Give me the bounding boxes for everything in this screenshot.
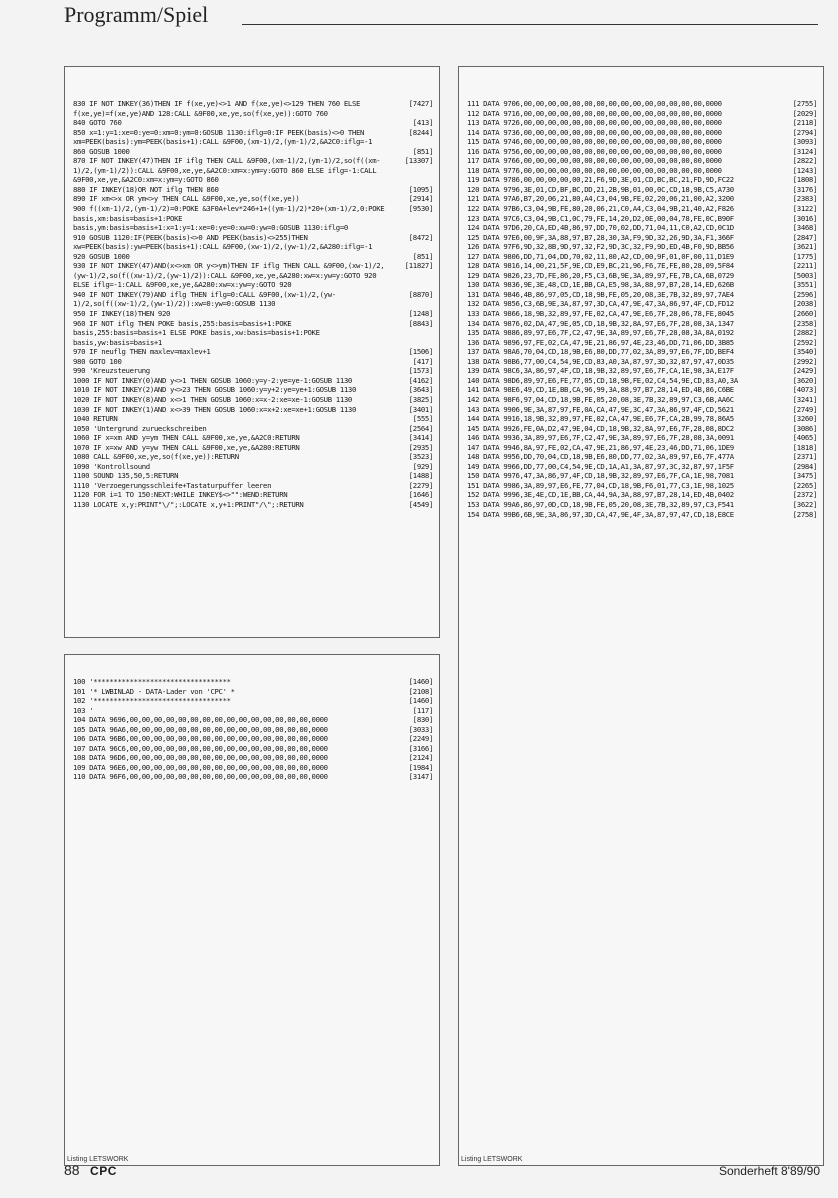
listing-line	[73, 252, 433, 262]
checksum: [1248]	[408, 309, 433, 319]
code-text: 890 IF xm<>x OR ym<>y THEN CALL &9F00,xe,ye,so(f(xe,ye))	[73, 194, 300, 204]
checksum: [2383]	[792, 194, 817, 204]
checksum: [2822]	[792, 156, 817, 166]
code-text: 1000 IF NOT INKEY(0)AND y<>1 THEN GOSUB 1060:y=y-2:ye=ye-1:GOSUB 1130	[73, 375, 352, 385]
listing-line	[467, 443, 817, 453]
listing-line	[73, 118, 433, 128]
checksum: [8472]	[408, 232, 433, 242]
code-text: 148 DATA 9956,DD,70,04,CD,18,9B,E6,80,DD,77,02,3A,89,97,E6,7F,477A	[467, 452, 734, 462]
code-text: 120 DATA 9796,3E,01,CD,BF,BC,DD,21,2B,9B,01,00,0C,CD,18,9B,C5,A730	[467, 184, 734, 194]
checksum: [2660]	[792, 309, 817, 319]
code-text: 950 IF INKEY(18)THEN 920	[73, 309, 171, 319]
code-text: 144 DATA 9916,18,9B,32,89,97,FE,02,CA,47,9E,E6,7F,CA,2B,99,78,86A5	[467, 414, 734, 424]
checksum: [4162]	[408, 375, 433, 385]
checksum: [2914]	[408, 194, 433, 204]
code-text: 124 DATA 97D6,20,CA,ED,4B,86,97,DD,70,02,DD,71,04,11,C0,A2,CD,0C1D	[467, 223, 734, 233]
code-text: 1130 LOCATE x,y:PRINT"\/";:LOCATE x,y+1:PRINT"/\";:RETURN	[73, 499, 304, 509]
listing-left-top	[73, 99, 433, 510]
code-text: 133 DATA 9866,18,9B,32,89,97,FE,02,CA,47,9E,E6,7F,28,06,78,FE,8045	[467, 309, 734, 319]
page-number: 88	[64, 1162, 80, 1178]
listing-line	[73, 744, 433, 754]
listing-line	[467, 118, 817, 128]
magazine-logo: CPC	[90, 1164, 117, 1178]
checksum: [3622]	[792, 499, 817, 509]
checksum: [2279]	[408, 480, 433, 490]
checksum: [5003]	[792, 270, 817, 280]
listing-line	[467, 204, 817, 214]
code-text: 150 DATA 9976,47,3A,86,97,4F,CD,18,9B,32,89,97,E6,7F,CA,1E,98,7081	[467, 471, 734, 481]
listing-line	[73, 424, 433, 434]
listing-line	[467, 376, 817, 386]
code-text: 130 DATA 9836,9E,3E,48,CD,1E,BB,CA,E5,98,3A,88,97,B7,28,14,ED,626B	[467, 280, 734, 290]
checksum: [3468]	[792, 223, 817, 233]
listing-line	[467, 156, 817, 166]
listing-line	[73, 433, 433, 443]
listing-line	[467, 280, 817, 290]
code-text: 940 IF NOT INKEY(79)AND iflg THEN iflg=0:CALL &9F00,(xw-1)/2,(yw-1)/2,so(f((xw-1)/2,(yw-1)/2)):xw=0:yw=0:GOSUB 1130	[73, 289, 336, 309]
checksum: [2358]	[792, 318, 817, 328]
checksum: [11827]	[404, 261, 433, 271]
code-text: 108 DATA 96D6,00,00,00,00,00,00,00,00,00,00,00,00,00,00,00,0000	[73, 753, 328, 763]
checksum: [2592]	[792, 337, 817, 347]
listing-line	[73, 405, 433, 415]
checksum: [3551]	[792, 280, 817, 290]
code-text: 870 IF NOT INKEY(47)THEN IF iflg THEN CALL &9F00,(xm-1)/2,(ym-1)/2,so(f((xm-1)/2,(ym-1)/2)):CALL &9F00,xe,ye,&A2C0:xm=x:ym=y:GOTO 860 ELSE iflg=-1:CALL &9F00,xe,ye,&A2C0:xm=x:ym=y:GOTO 860	[73, 156, 381, 185]
checksum: [3147]	[408, 772, 433, 782]
listing-line	[467, 166, 817, 176]
listing-line	[467, 223, 817, 233]
listing-left-bottom	[73, 677, 433, 782]
checksum: [3414]	[408, 433, 433, 443]
code-text: 119 DATA 9786,00,00,00,00,00,21,F6,9D,3E,01,CD,BC,BC,21,FD,9D,FC22	[467, 175, 734, 185]
checksum: [1984]	[408, 762, 433, 772]
checksum: [2596]	[792, 289, 817, 299]
code-text: 930 IF NOT INKEY(47)AND(x<>xm OR y<>ym)THEN IF iflg THEN CALL &9F00,(xw-1)/2,(yw-1)/2,so(f((xw-1)/2,(yw-1)/2)):CALL &9F00,xe,ye,&A280:xw=x:yw=y:GOTO 920 ELSE iflg=-1:CALL &9F00,xe,ye,&A280:xw=x:yw=y:GOTO 920	[73, 261, 385, 290]
checksum: [8843]	[408, 318, 433, 328]
listing-line	[467, 347, 817, 357]
checksum: [1488]	[408, 471, 433, 481]
listing-line	[467, 290, 817, 300]
checksum: [2108]	[408, 686, 433, 696]
listing-line	[73, 376, 433, 386]
listing-caption-right: Listing LETSWORK	[461, 1156, 523, 1163]
checksum: [2038]	[792, 299, 817, 309]
listing-line	[467, 500, 817, 510]
code-text: 1120 FOR i=1 TO 150:NEXT:WHILE INKEY$<>"":WEND:RETURN	[73, 490, 288, 500]
code-text: 140 DATA 98D6,89,97,E6,FE,77,05,CD,18,9B,FE,02,C4,54,9E,CD,83,A0,3A	[467, 375, 738, 385]
listing-line	[467, 510, 817, 520]
listing-line	[467, 271, 817, 281]
checksum: [851]	[412, 251, 433, 261]
checksum: [1775]	[792, 251, 817, 261]
checksum: [1818]	[792, 442, 817, 452]
code-text: 1030 IF NOT INKEY(1)AND x<>39 THEN GOSUB 1060:x=x+2:xe=xe+1:GOSUB 1130	[73, 404, 357, 414]
code-text: 1010 IF NOT INKEY(2)AND y<>23 THEN GOSUB 1060:y=y+2:ye=ye+1:GOSUB 1130	[73, 385, 357, 395]
checksum: [3620]	[792, 375, 817, 385]
checksum: [3523]	[408, 452, 433, 462]
code-text: 1040 RETURN	[73, 414, 118, 424]
code-text: 143 DATA 9906,9E,3A,87,97,FE,0A,CA,47,9E,3C,47,3A,86,97,4F,CD,5621	[467, 404, 734, 414]
code-text: 1090 'Kontrollsound	[73, 461, 150, 471]
listing-line	[467, 175, 817, 185]
listing-line	[467, 433, 817, 443]
checksum: [1460]	[408, 677, 433, 686]
code-text: 131 DATA 9846,4B,86,97,05,CD,18,9B,FE,05,20,08,3E,7B,32,89,97,7AE4	[467, 289, 734, 299]
section-title: Programm/Spiel	[64, 2, 209, 27]
code-text: 860 GOSUB 1000	[73, 146, 130, 156]
code-text: 149 DATA 9966,DD,77,00,C4,54,9E,CD,1A,A1,3A,87,97,3C,32,87,97,1F5F	[467, 461, 734, 471]
code-text: 900 f((xm-1)/2,(ym-1)/2)=0:POKE &3F0A+lev*246+1+((ym-1)/2)*20+(xm-1)/2,0:POKE basis,xm:basis=basis+1:POKE basis,ym:basis=basis+1:x=1:y=1:xe=0:ye=0:xw=0:yw=0:GOSUB 1130:iflg=0	[73, 204, 389, 233]
listing-line	[73, 452, 433, 462]
listing-line	[73, 462, 433, 472]
code-text: 118 DATA 9776,00,00,00,00,00,00,00,00,00,00,00,00,00,00,00,0000	[467, 165, 722, 175]
header-rule	[242, 24, 818, 25]
code-text: 109 DATA 96E6,00,00,00,00,00,00,00,00,00,00,00,00,00,00,00,0000	[73, 762, 328, 772]
checksum: [413]	[412, 118, 433, 128]
listing-line	[467, 299, 817, 309]
checksum: [1808]	[792, 175, 817, 185]
checksum: [2371]	[792, 452, 817, 462]
checksum: [2124]	[408, 753, 433, 763]
code-text: 115 DATA 9746,00,00,00,00,00,00,00,00,00,00,00,00,00,00,00,0000	[467, 137, 722, 147]
listing-line	[73, 725, 433, 735]
listing-line	[73, 763, 433, 773]
listing-line	[467, 214, 817, 224]
code-text: 152 DATA 9996,3E,4E,CD,1E,BB,CA,44,9A,3A,88,97,B7,28,14,ED,4B,0402	[467, 490, 734, 500]
listing-line	[467, 147, 817, 157]
code-text: 121 DATA 97A6,B7,20,06,21,80,A4,C3,04,9B,FE,02,20,06,21,00,A2,3200	[467, 194, 734, 204]
listing-line	[73, 290, 433, 309]
listing-line	[73, 395, 433, 405]
checksum: [3475]	[792, 471, 817, 481]
checksum: [3086]	[792, 423, 817, 433]
listing-line	[467, 128, 817, 138]
checksum: [4549]	[408, 499, 433, 509]
checksum: [2029]	[792, 108, 817, 118]
code-text: 136 DATA 9896,97,FE,02,CA,47,9E,21,86,97,4E,23,46,DD,71,06,DD,3B85	[467, 337, 734, 347]
listing-line	[467, 385, 817, 395]
listing-line	[467, 395, 817, 405]
checksum: [851]	[412, 146, 433, 156]
checksum: [1460]	[408, 696, 433, 706]
code-text: 103 '	[73, 705, 94, 715]
listing-line	[73, 687, 433, 697]
checksum: [4065]	[792, 433, 817, 443]
code-text: 135 DATA 9886,89,97,E6,7F,C2,47,9E,3A,89,97,E6,7F,28,08,3A,8A,0192	[467, 328, 734, 338]
checksum: [3260]	[792, 414, 817, 424]
listing-line	[467, 338, 817, 348]
code-text: 145 DATA 9926,FE,0A,D2,47,9E,04,CD,18,9B,32,8A,97,E6,7F,28,08,8DC2	[467, 423, 734, 433]
listing-line	[73, 319, 433, 348]
listing-line	[73, 414, 433, 424]
listing-line	[467, 462, 817, 472]
checksum: [2429]	[792, 366, 817, 376]
checksum: [3033]	[408, 724, 433, 734]
checksum: [8244]	[408, 127, 433, 137]
listing-line	[467, 109, 817, 119]
listing-caption: Listing LETSWORK	[67, 1156, 129, 1163]
code-text: 123 DATA 97C6,C3,04,9B,C1,0C,79,FE,14,20,D2,0E,00,04,78,FE,0C,B90F	[467, 213, 734, 223]
listing-line	[73, 347, 433, 357]
listing-line	[73, 99, 433, 118]
listing-line	[73, 715, 433, 725]
code-text: 116 DATA 9756,00,00,00,00,00,00,00,00,00,00,00,00,00,00,00,0000	[467, 146, 722, 156]
listing-line	[73, 366, 433, 376]
code-text: 970 IF neuflg THEN maxlev=maxlev+1	[73, 347, 211, 357]
checksum: [2749]	[792, 404, 817, 414]
code-text: 1060 IF x=xm AND y=ym THEN CALL &9F00,xe,ye,&A2C0:RETURN	[73, 433, 300, 443]
code-text: 850 x=1:y=1:xe=0:ye=0:xm=0:ym=0:GOSUB 1130:iflg=0:IF PEEK(basis)<>0 THEN xm=PEEK(basis):ym=PEEK(basis+1):CALL &9F00,(xm-1)/2,(ym-1)/2,&A2C0:iflg=-1	[73, 127, 373, 147]
listing-line	[467, 185, 817, 195]
checksum: [2372]	[792, 490, 817, 500]
checksum: [2882]	[792, 328, 817, 338]
listing-line	[73, 753, 433, 763]
code-text: 139 DATA 98C6,3A,86,97,4F,CD,18,9B,32,89,97,E6,7F,CA,1E,98,3A,E17F	[467, 366, 734, 376]
code-text: 960 IF NOT iflg THEN POKE basis,255:basis=basis+1:POKE basis,255:basis=basis+1 ELSE POKE basis,xw:basis=basis+1:POKE basis,yw:basis=basis+1	[73, 318, 324, 347]
checksum: [3016]	[792, 213, 817, 223]
code-text: 1020 IF NOT INKEY(8)AND x<>1 THEN GOSUB 1060:x=x-2:xe=xe-1:GOSUB 1130	[73, 394, 352, 404]
listing-line	[467, 490, 817, 500]
listing-line	[73, 156, 433, 185]
listing-panel-left-bottom	[64, 654, 440, 1166]
listing-line	[73, 677, 433, 687]
listing-line	[467, 328, 817, 338]
listing-line	[73, 204, 433, 233]
checksum: [3621]	[792, 242, 817, 252]
code-text: 980 GOTO 100	[73, 356, 122, 366]
code-text: 830 IF NOT INKEY(36)THEN IF f(xe,ye)<>1 AND f(xe,ye)<>129 THEN 760 ELSE f(xe,ye)=f(xe,ye)AND 128:CALL &9F00,xe,ye,so(f(xe,ye)):GOTO 760	[73, 99, 365, 118]
code-text: 138 DATA 98B6,77,00,C4,54,9E,CD,83,A0,3A,87,97,3D,32,87,97,47,0D35	[467, 356, 734, 366]
code-text: 122 DATA 97B6,C3,04,9B,FE,80,20,06,21,C0,A4,C3,04,9B,21,40,A2,F826	[467, 204, 734, 214]
checksum: [1095]	[408, 184, 433, 194]
listing-line	[467, 481, 817, 491]
code-text: 920 GOSUB 1000	[73, 251, 130, 261]
listing-line	[73, 233, 433, 252]
listing-line	[73, 128, 433, 147]
listing-line	[73, 772, 433, 782]
listing-line	[73, 385, 433, 395]
checksum: [3093]	[792, 137, 817, 147]
code-text: 128 DATA 9816,14,00,21,5F,9E,CD,E9,BC,21,96,F6,7E,FE,80,28,09,5F84	[467, 261, 734, 271]
checksum: [2984]	[792, 461, 817, 471]
listing-line	[467, 137, 817, 147]
listing-panel-left-top	[64, 66, 440, 638]
listing-line	[73, 185, 433, 195]
code-text: 101 '* LWBINLAD - DATA-Lader von 'CPC' *	[73, 686, 235, 696]
code-text: 1050 'Untergrund zurueckschreiben	[73, 423, 207, 433]
checksum: [3241]	[792, 394, 817, 404]
listing-line	[467, 242, 817, 252]
checksum: [417]	[412, 356, 433, 366]
listing-right	[467, 99, 817, 519]
code-text: 147 DATA 9946,8A,97,FE,02,CA,47,9E,21,86,97,4E,23,46,DD,71,06,1DE9	[467, 442, 734, 452]
code-text: 142 DATA 98F6,97,04,CD,18,9B,FE,05,20,08,3E,7B,32,89,97,C3,6B,AA6C	[467, 394, 734, 404]
checksum: [2758]	[792, 509, 817, 519]
page-footer-left	[64, 1162, 117, 1180]
checksum: [2755]	[792, 99, 817, 108]
listing-line	[467, 357, 817, 367]
checksum: [3540]	[792, 347, 817, 357]
checksum: [3401]	[408, 404, 433, 414]
code-text: 151 DATA 9986,3A,89,97,E6,FE,77,04,CD,18,9B,F6,01,77,C3,1E,98,1025	[467, 480, 734, 490]
listing-line	[73, 147, 433, 157]
code-text: 132 DATA 9856,C3,6B,9E,3A,87,97,3D,CA,47,9E,47,3A,86,97,4F,CD,FD12	[467, 299, 734, 309]
code-text: 880 IF INKEY(18)OR NOT iflg THEN 860	[73, 184, 219, 194]
code-text: 110 DATA 96F6,00,00,00,00,00,00,00,00,00,00,00,00,00,00,00,0000	[73, 772, 328, 782]
checksum: [1573]	[408, 366, 433, 376]
checksum: [117]	[412, 705, 433, 715]
code-text: 106 DATA 96B6,00,00,00,00,00,00,00,00,00,00,00,00,00,00,00,0000	[73, 734, 328, 744]
checksum: [2794]	[792, 127, 817, 137]
checksum: [3122]	[792, 204, 817, 214]
listing-panel-right	[458, 66, 824, 1166]
checksum: [929]	[412, 461, 433, 471]
checksum: [2265]	[792, 480, 817, 490]
listing-line	[73, 734, 433, 744]
code-text: 114 DATA 9736,00,00,00,00,00,00,00,00,00,00,00,00,00,00,00,0000	[467, 127, 722, 137]
checksum: [3124]	[792, 146, 817, 156]
code-text: 1070 IF x=xw AND y=yw THEN CALL &9F00,xe,ye,&A280:RETURN	[73, 442, 300, 452]
checksum: [3643]	[408, 385, 433, 395]
checksum: [2249]	[408, 734, 433, 744]
listing-line	[73, 471, 433, 481]
listing-line	[73, 261, 433, 290]
issue-label: Sonderheft 8'89/90	[718, 1164, 820, 1178]
listing-line	[73, 500, 433, 510]
code-text: 126 DATA 97F6,9D,32,8B,9D,97,32,F2,9D,3C,32,F9,9D,ED,4B,F0,9D,BB56	[467, 242, 734, 252]
checksum: [13307]	[404, 156, 433, 166]
code-text: 112 DATA 9716,00,00,00,00,00,00,00,00,00,00,00,00,00,00,00,0000	[467, 108, 722, 118]
code-text: 117 DATA 9766,00,00,00,00,00,00,00,00,00,00,00,00,00,00,00,0000	[467, 156, 722, 166]
code-text: 113 DATA 9726,00,00,00,00,00,00,00,00,00,00,00,00,00,00,00,0000	[467, 118, 722, 128]
listing-line	[73, 481, 433, 491]
checksum: [2847]	[792, 232, 817, 242]
code-text: 153 DATA 99A6,86,97,0D,CD,18,9B,FE,05,20,08,3E,7B,32,89,97,C3,F541	[467, 499, 734, 509]
code-text: 129 DATA 9826,23,7D,FE,86,20,F5,C3,6B,9E,3A,89,97,FE,7B,CA,6B,0729	[467, 270, 734, 280]
checksum: [2992]	[792, 356, 817, 366]
listing-line	[467, 471, 817, 481]
code-text: 102 '**********************************	[73, 696, 231, 706]
checksum: [4073]	[792, 385, 817, 395]
listing-line	[467, 405, 817, 415]
checksum: [1506]	[408, 347, 433, 357]
page-header	[64, 2, 818, 36]
checksum: [3825]	[408, 394, 433, 404]
listing-line	[467, 309, 817, 319]
code-text: 100 '**********************************	[73, 677, 231, 686]
code-text: 910 GOSUB 1120:IF(PEEK(basis)<>0 AND PEEK(basis)<>255)THEN xw=PEEK(basis):yw=PEEK(basis+1):CALL &9F00,(xw-1)/2,(yw-1)/2,&A280:iflg=-1	[73, 232, 373, 252]
code-text: 134 DATA 9876,02,DA,47,9E,05,CD,18,9B,32,8A,97,E6,7F,28,08,3A,1347	[467, 318, 734, 328]
checksum: [9530]	[408, 204, 433, 214]
code-text: 104 DATA 9696,00,00,00,00,00,00,00,00,00,00,00,00,00,00,00,0000	[73, 715, 328, 725]
listing-line	[73, 443, 433, 453]
code-text: 990 'Kreuzsteuerung	[73, 366, 150, 376]
code-text: 105 DATA 96A6,00,00,00,00,00,00,00,00,00,00,00,00,00,00,00,0000	[73, 724, 328, 734]
checksum: [1243]	[792, 165, 817, 175]
listing-line	[73, 706, 433, 716]
listing-line	[73, 194, 433, 204]
checksum: [830]	[412, 715, 433, 725]
listing-line	[467, 261, 817, 271]
code-text: 840 GOTO 760	[73, 118, 122, 128]
listing-line	[467, 252, 817, 262]
code-text: 1100 SOUND 135,50,5:RETURN	[73, 471, 179, 481]
listing-line	[467, 424, 817, 434]
checksum: [1646]	[408, 490, 433, 500]
code-text: 141 DATA 98E6,49,CD,1E,BB,CA,96,99,3A,88,97,B7,28,14,ED,4B,86,C6BE	[467, 385, 734, 395]
code-text: 1080 CALL &9F00,xe,ye,so(f(xe,ye)):RETURN	[73, 452, 239, 462]
listing-line	[467, 194, 817, 204]
listing-line	[73, 357, 433, 367]
listing-line	[467, 366, 817, 376]
listing-line	[467, 99, 817, 109]
checksum: [2211]	[792, 261, 817, 271]
checksum: [8870]	[408, 289, 433, 299]
listing-line	[467, 452, 817, 462]
code-text: 111 DATA 9706,00,00,00,00,00,00,00,00,00,00,00,00,00,00,00,0000	[467, 99, 722, 108]
listing-line	[467, 233, 817, 243]
listing-line	[73, 696, 433, 706]
checksum: [2118]	[792, 118, 817, 128]
code-text: 146 DATA 9936,3A,89,97,E6,7F,C2,47,9E,3A,89,97,E6,7F,28,08,3A,0091	[467, 433, 734, 443]
checksum: [2935]	[408, 442, 433, 452]
code-text: 125 DATA 97E6,00,9F,3A,88,97,B7,28,30,3A,F9,9D,32,26,9D,3A,F1,366F	[467, 232, 734, 242]
code-text: 107 DATA 96C6,00,00,00,00,00,00,00,00,00,00,00,00,00,00,00,0000	[73, 743, 328, 753]
listing-line	[467, 319, 817, 329]
checksum: [3166]	[408, 743, 433, 753]
checksum: [555]	[412, 414, 433, 424]
checksum: [7427]	[408, 99, 433, 108]
checksum: [2564]	[408, 423, 433, 433]
code-text: 127 DATA 9806,DD,71,04,DD,70,02,11,80,A2,CD,00,9F,01,0F,00,11,D1E9	[467, 251, 734, 261]
code-text: 137 DATA 98A6,70,04,CD,18,9B,E6,80,DD,77,02,3A,89,97,E6,7F,DD,BEF4	[467, 347, 734, 357]
listing-line	[467, 414, 817, 424]
listing-line	[73, 309, 433, 319]
listing-line	[73, 490, 433, 500]
checksum: [3176]	[792, 184, 817, 194]
code-text: 1110 'Verzoegerungsschleife+Tastaturpuffer leeren	[73, 480, 272, 490]
code-text: 154 DATA 99B6,6B,9E,3A,86,97,3D,CA,47,9E,4F,3A,87,97,47,CD,18,E8CE	[467, 509, 734, 519]
